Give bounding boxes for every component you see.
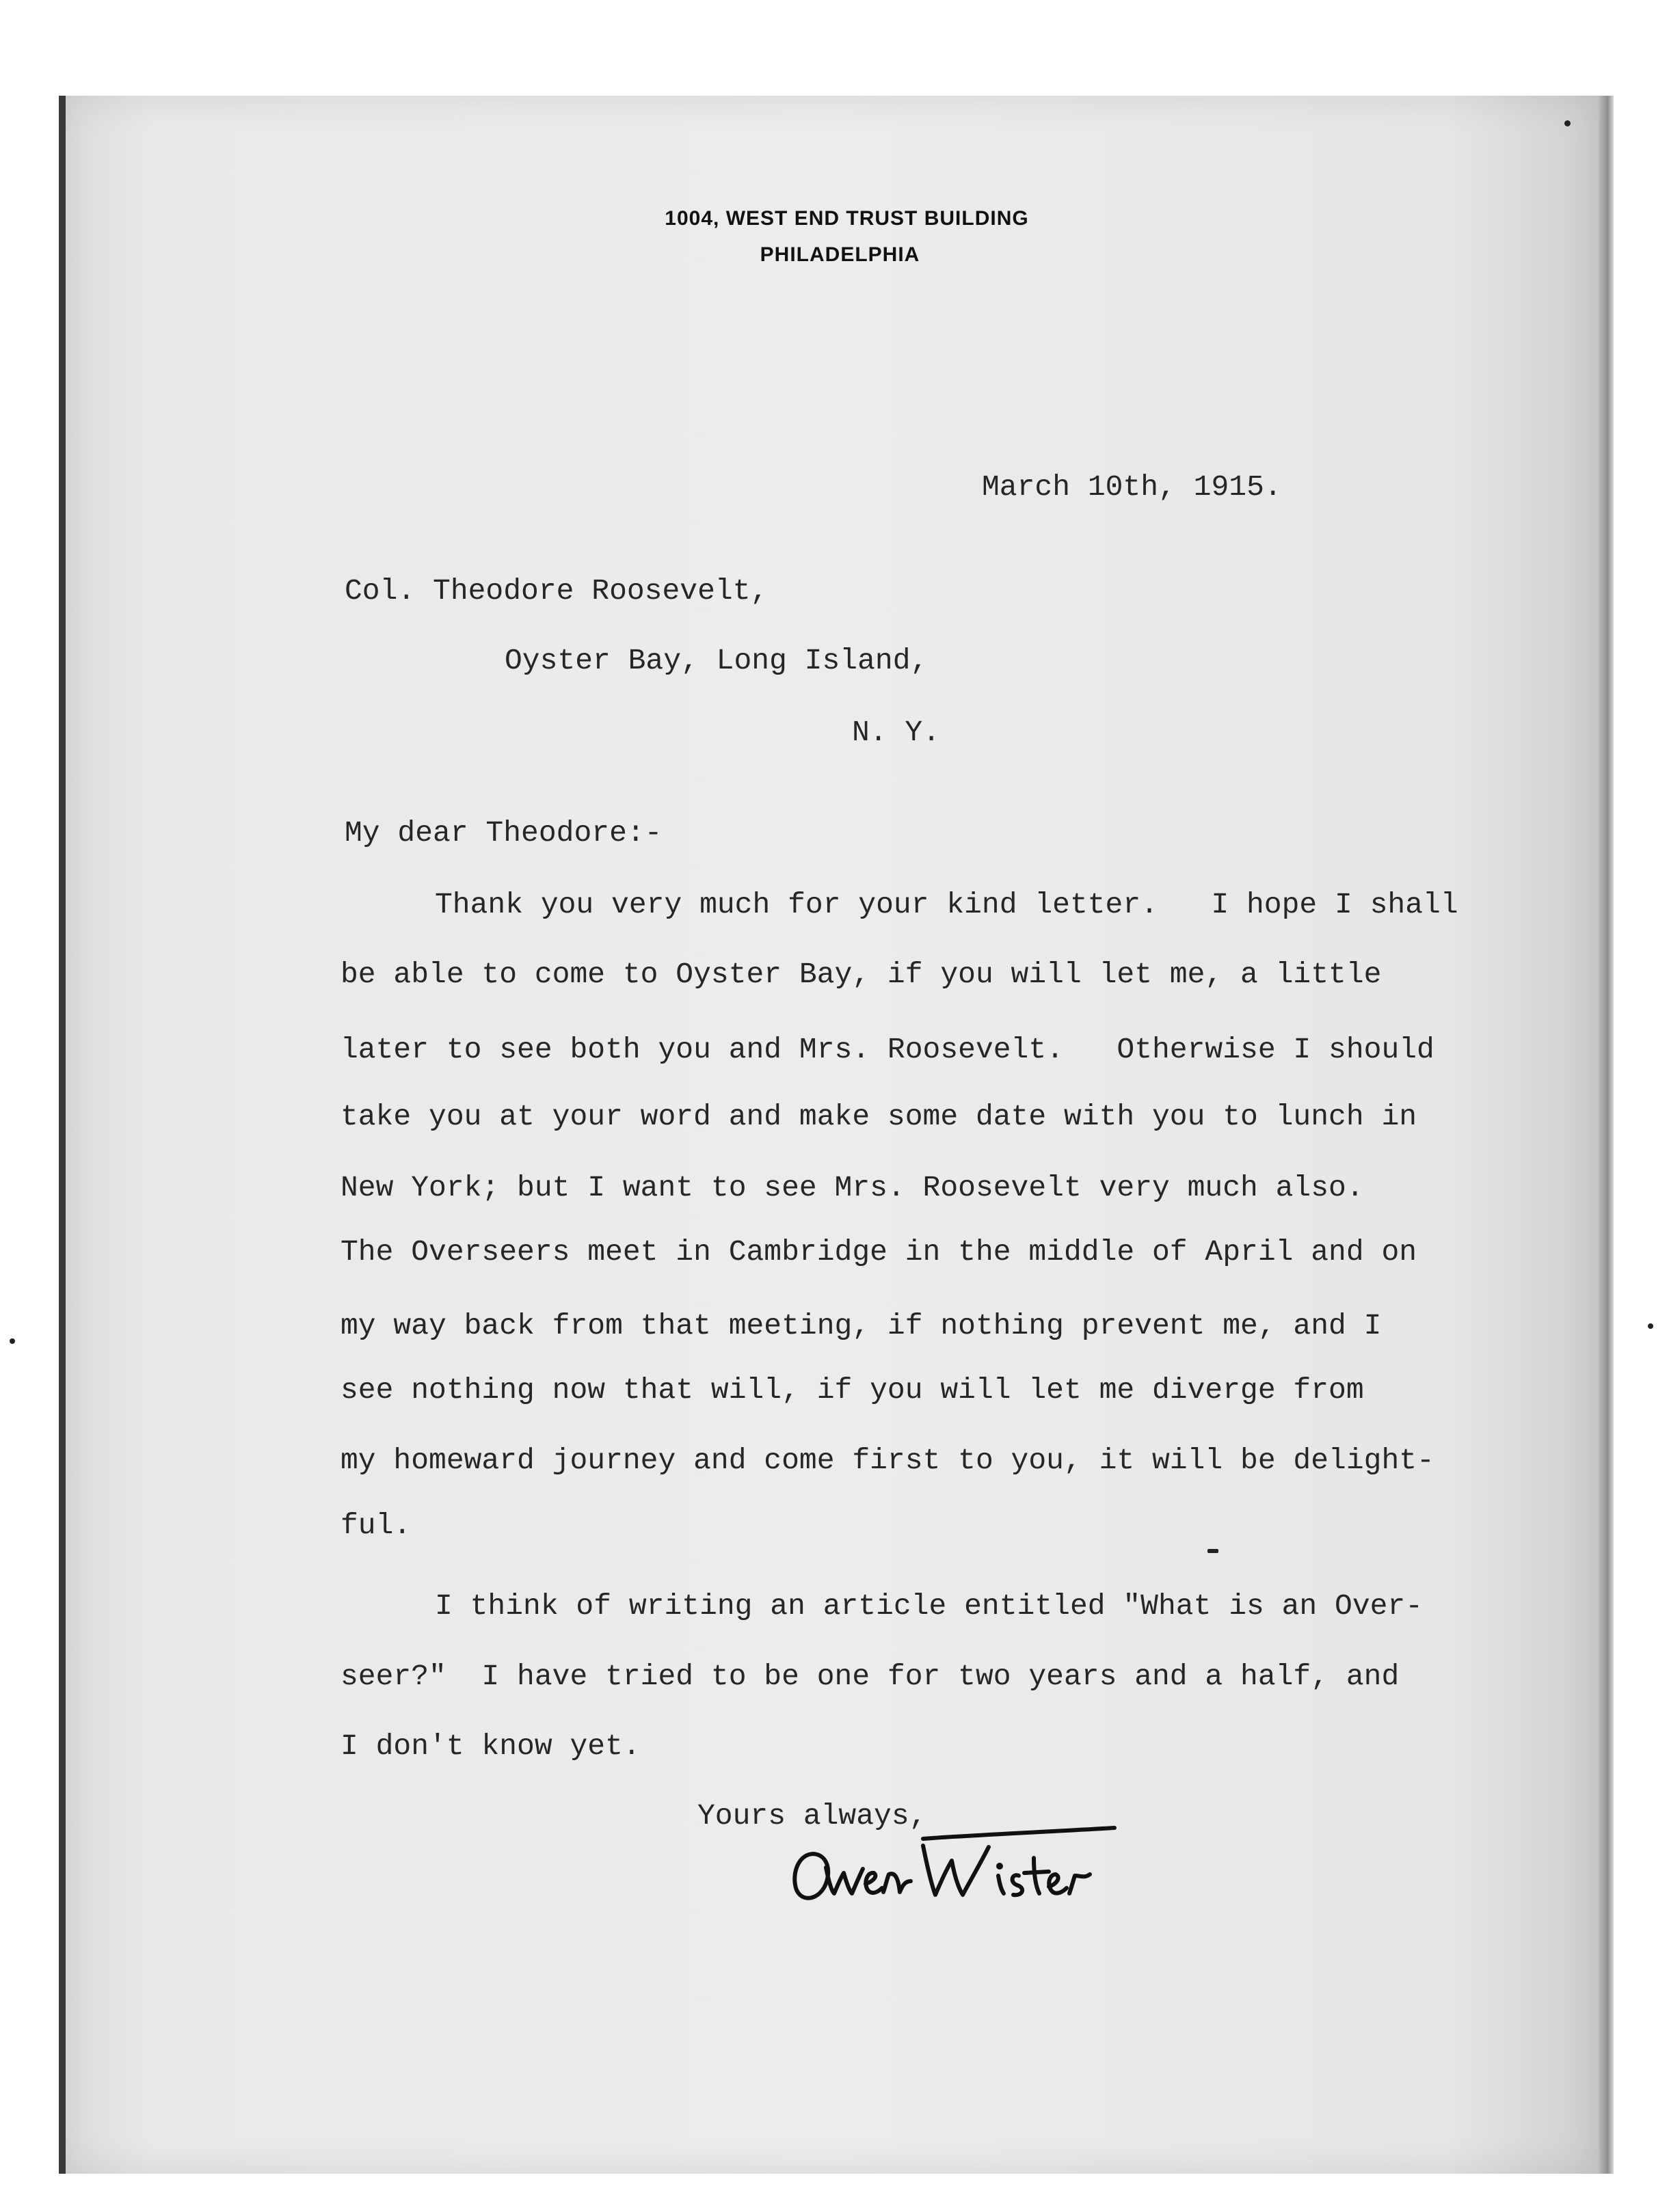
body-line: ful. — [341, 1509, 412, 1542]
letterhead-address: 1004, WEST END TRUST BUILDING — [665, 207, 1029, 230]
body-line: The Overseers meet in Cambridge in the middle of April and on — [341, 1235, 1417, 1269]
scan-speck — [1648, 1323, 1653, 1329]
body-line: my homeward journey and come first to you, it will be delight- — [341, 1444, 1434, 1477]
sheet-left-edge — [59, 96, 66, 2174]
sheet-right-edge — [1599, 96, 1614, 2174]
scan-speck — [1564, 120, 1571, 126]
salutation: My dear Theodore:- — [345, 816, 663, 850]
scan-speck — [10, 1338, 15, 1344]
handwritten-signature — [786, 1818, 1142, 1914]
body-line: my way back from that meeting, if nothing prevent me, and I — [341, 1309, 1382, 1343]
recipient-address-line: Oyster Bay, Long Island, — [505, 644, 929, 677]
body-line: be able to come to Oyster Bay, if you will let me, a little — [341, 958, 1382, 991]
body-line: New York; but I want to see Mrs. Roosevelt very much also. — [341, 1171, 1364, 1204]
closing: Yours always, — [697, 1799, 927, 1833]
body-line: I think of writing an article entitled "What is an Over- — [435, 1589, 1424, 1623]
recipient-state: N. Y. — [852, 716, 941, 749]
body-line: later to see both you and Mrs. Roosevelt. Otherwise I should — [341, 1033, 1434, 1066]
recipient-name: Col. Theodore Roosevelt, — [345, 574, 769, 608]
letterhead-city: PHILADELPHIA — [760, 243, 920, 266]
letter-date: March 10th, 1915. — [982, 470, 1282, 504]
body-line: take you at your word and make some date with you to lunch in — [341, 1100, 1417, 1133]
body-line: seer?" I have tried to be one for two years and a half, and — [341, 1660, 1400, 1693]
body-line: I don't know yet. — [341, 1729, 641, 1763]
scan-speck — [1207, 1549, 1218, 1553]
body-line: see nothing now that will, if you will let me diverge from — [341, 1373, 1364, 1407]
body-line: Thank you very much for your kind letter. I hope I shall — [435, 888, 1458, 921]
